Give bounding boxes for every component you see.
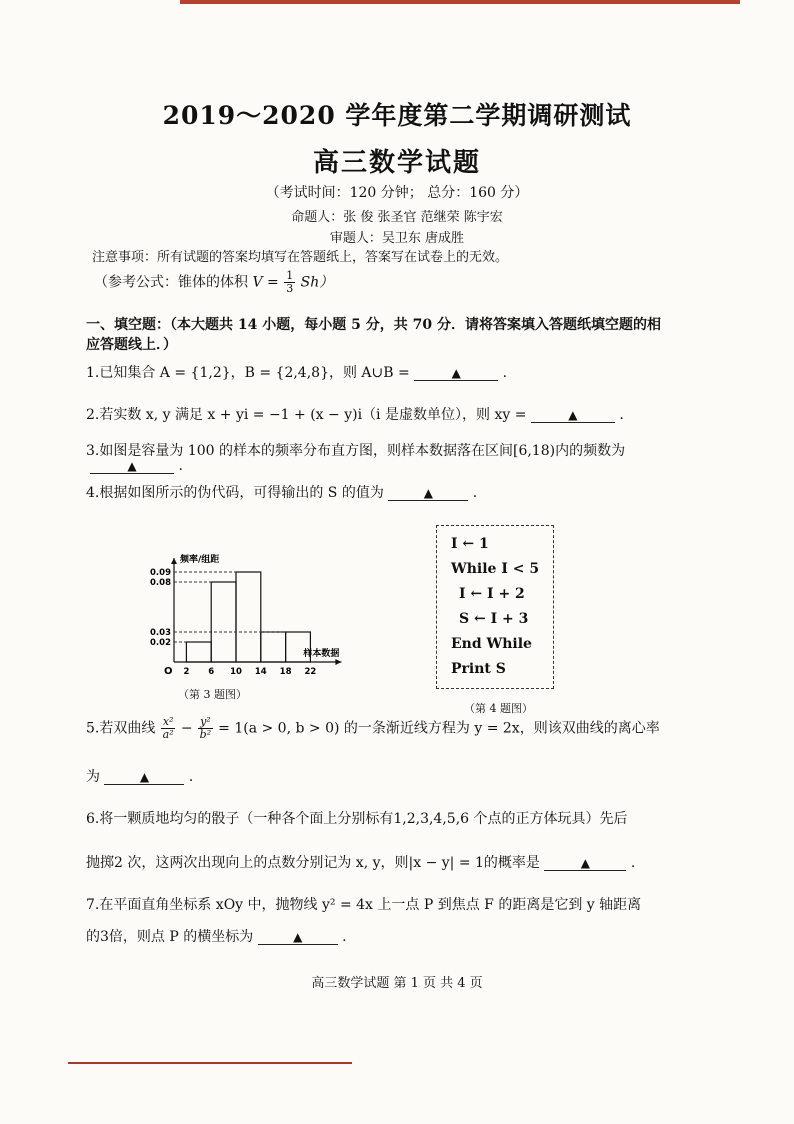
y-tick-label: 0.03 — [150, 628, 171, 638]
formula-fraction — [284, 270, 295, 295]
authors-line: 命题人：张 俊 张圣官 范继荣 陈宇宏 — [291, 210, 503, 225]
question-1-text: 1.已知集合 A = {1,2}，B = {2,4,8}，则 A∪B = — [86, 365, 410, 381]
fraction-y2-b2 — [198, 716, 213, 741]
question-4-text: 4.根据如图所示的伪代码，可得输出的 S 的值为 — [86, 485, 384, 501]
question-5 — [86, 716, 660, 741]
answer-blank-6: ▲ — [544, 856, 626, 871]
code-line-5: End While — [451, 636, 532, 652]
code-line-4: S ← I + 3 — [459, 611, 529, 627]
fraction-y2: y² — [200, 715, 211, 728]
page-footer: 高三数学试题 第 1 页 共 4 页 — [311, 976, 483, 991]
fraction-b2: b² — [199, 728, 212, 741]
origin-label: O — [164, 666, 173, 677]
x-tick-label: 6 — [208, 667, 215, 677]
question-2 — [86, 404, 624, 424]
formula-lhs: V = — [252, 274, 279, 291]
y-axis-arrow — [171, 558, 177, 564]
histogram-bar — [211, 582, 236, 662]
code-line-1: I ← 1 — [451, 536, 489, 552]
formula-line — [94, 270, 333, 295]
question-3-end: . — [178, 458, 183, 474]
question-1 — [86, 362, 507, 382]
code-line-2: While I < 5 — [451, 561, 540, 577]
x-tick-label: 2 — [183, 667, 190, 677]
figure-4-caption: （第 4 题图） — [464, 702, 533, 715]
exam-subtitle: 高三数学试题 — [312, 148, 481, 178]
formula-numerator: 1 — [286, 269, 294, 282]
question-4 — [86, 482, 477, 502]
fraction-x2: x² — [162, 715, 174, 728]
section-heading-line1: 一、填空题：（本大题共 14 小题，每小题 5 分，共 70 分．请将答案填入答题纸填空题的相 — [86, 317, 661, 333]
histogram-bar — [186, 642, 211, 662]
x-axis-arrow — [335, 659, 341, 665]
question-2-end: . — [619, 407, 624, 423]
notice-line: 注意事项：所有试题的答案均填写在答题纸上，答案写在试卷上的无效。 — [92, 250, 509, 265]
minus-sign: − — [180, 720, 193, 737]
answer-blank-3: ▲ — [90, 459, 174, 474]
question-7-text: 的3倍，则点 P 的横坐标为 — [86, 929, 254, 945]
question-6-line1: 6.将一颗质地均匀的骰子（一种各个面上分别标有1,2,3,4,5,6 个点的正方体玩具）先后 — [86, 811, 628, 827]
question-5-answer-line — [86, 766, 193, 786]
top-edge-bar — [180, 0, 740, 4]
x-tick-label: 18 — [279, 667, 292, 677]
answer-blank-5: ▲ — [104, 770, 184, 785]
formula-denominator: 3 — [286, 282, 294, 295]
formula-rhs: Sh） — [300, 274, 334, 291]
x-axis-label: 样本数据 — [303, 649, 340, 659]
code-line-3: I ← I + 2 — [459, 586, 525, 602]
question-7-line2 — [86, 926, 347, 946]
question-2-text: 2.若实数 x, y 满足 x + yi = −1 + (x − y)i（i 是虚数单位），则 xy = — [86, 407, 527, 423]
x-tick-label: 14 — [254, 667, 267, 677]
question-4-end: . — [472, 485, 478, 501]
question-5-text-c: 为 — [86, 769, 100, 785]
question-7-line1: 7.在平面直角坐标系 xOy 中，抛物线 y² = 4x 上一点 P 到焦点 F 的距离是它到 y 轴距离 — [86, 897, 642, 913]
answer-blank-7: ▲ — [258, 930, 338, 945]
bottom-rule — [68, 1062, 352, 1064]
code-line-6: Print S — [451, 661, 506, 677]
y-tick-label: 0.02 — [150, 638, 171, 648]
question-6-end: . — [630, 855, 636, 871]
question-1-end: . — [502, 365, 508, 381]
histogram-bar — [261, 632, 286, 662]
y-axis-label: 频率/组距 — [180, 555, 220, 565]
y-tick-label: 0.09 — [150, 568, 171, 578]
question-6-line2 — [86, 852, 635, 872]
exam-info: （考试时间：120 分钟； 总分：160 分） — [265, 185, 529, 201]
answer-blank-4: ▲ — [388, 486, 468, 501]
question-7-end: . — [342, 929, 347, 945]
answer-blank-1: ▲ — [414, 366, 498, 381]
formula-prefix: （参考公式：锥体的体积 — [94, 274, 248, 291]
question-5-text-a: 5.若双曲线 — [86, 720, 156, 737]
exam-title: 2019～2020 学年度第二学期调研测试 — [162, 101, 632, 130]
y-tick-label: 0.08 — [150, 578, 171, 588]
question-6-text: 抛掷2 次，这两次出现向上的点数分别记为 x, y，则|x − y| = 1的概率是 — [86, 855, 540, 871]
x-tick-label: 10 — [230, 667, 242, 677]
section-heading-line2: 应答题线上．） — [86, 337, 177, 353]
answer-blank-2: ▲ — [531, 408, 615, 423]
x-tick-label: 22 — [304, 667, 317, 677]
pseudocode-box — [436, 525, 554, 689]
question-3-answer-line — [90, 458, 183, 474]
fraction-x2-a2 — [161, 716, 176, 741]
question-3: 3.如图是容量为 100 的样本的频率分布直方图，则样本数据落在区间[6,18)内的频数为 — [86, 443, 626, 459]
fraction-a2: a² — [162, 728, 174, 741]
figure-3-caption: （第 3 题图） — [178, 688, 247, 701]
frequency-histogram — [140, 510, 380, 690]
question-5-end: . — [188, 769, 194, 785]
question-5-text-b: = 1(a > 0, b > 0) 的一条渐近线方程为 y = 2x，则该双曲线的离心率 — [218, 720, 660, 737]
reviewers-line: 审题人：吴卫东 唐成胜 — [329, 231, 465, 246]
histogram-bar — [236, 572, 261, 662]
